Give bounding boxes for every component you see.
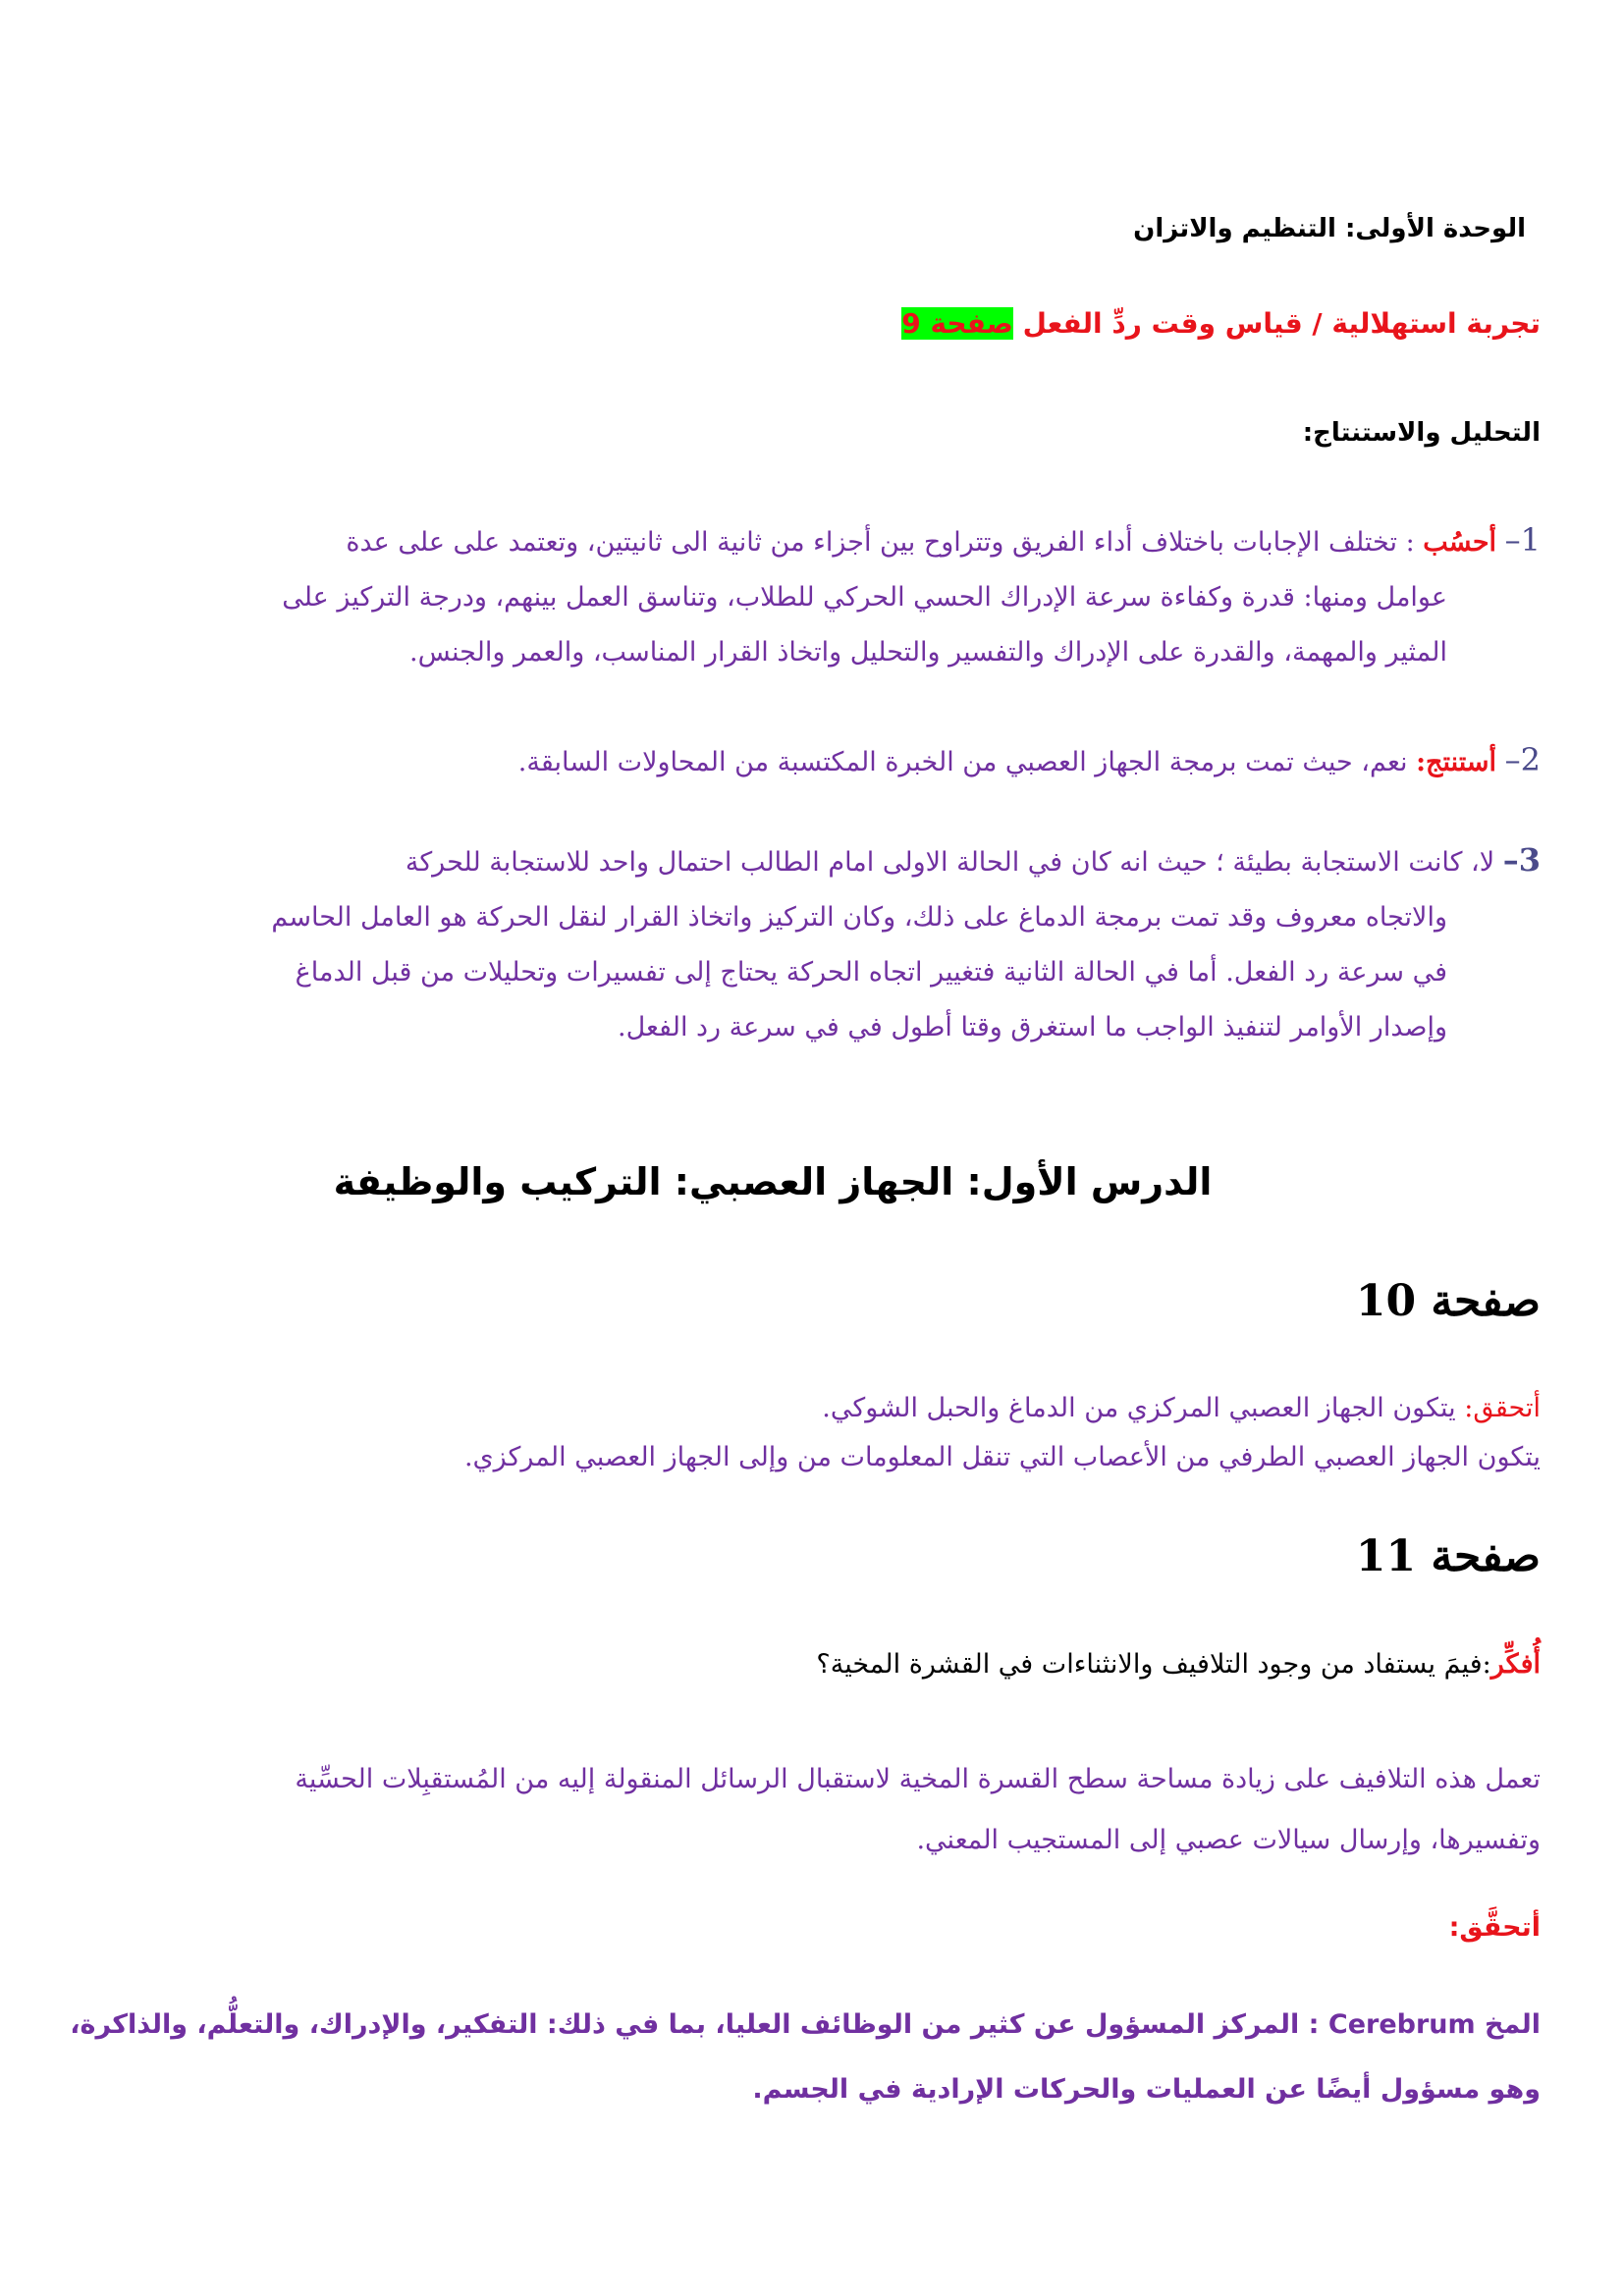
page-11-think-question: :فيمَ يستفاد من وجود التلافيف والانثناءات في القشرة المخية؟ — [816, 1649, 1491, 1680]
page-11-check-label-text: أتحقَّق: — [1448, 1912, 1541, 1943]
page-11-cerebrum-line-1 — [70, 1993, 1541, 2057]
page-11-think-answer-text-2: وتفسيرها، وإرسال سيالات عصبي إلى المستجيب المعني. — [916, 1825, 1541, 1855]
answer-2 — [518, 732, 1541, 790]
page-11-check-label — [1449, 1912, 1541, 1943]
answer-1-line-2 — [282, 570, 1541, 625]
page-10-check — [464, 1384, 1541, 1482]
answer-3-number: 3– — [1502, 841, 1541, 879]
answer-1 — [282, 512, 1541, 680]
answer-3-text-2: والاتجاه معروف وقد تمت برمجة الدماغ على ذلك، وكان التركيز واتخاذ القرار لنقل الحركة هو العامل الحاسم — [271, 902, 1447, 933]
experiment-title — [901, 307, 1541, 340]
page-10-heading — [1356, 1276, 1541, 1326]
answer-2-keyword: أستنتج: — [1416, 747, 1497, 777]
unit-title-text: الوحدة الأولى: التنظيم والاتزان — [1133, 214, 1526, 243]
page-11-cerebrum-text-2: وهو مسؤول أيضًا عن العمليات والحركات الإرادية في الجسم. — [752, 2074, 1541, 2105]
page-11-think-answer-line-2 — [295, 1810, 1541, 1871]
answer-3-line-1 — [271, 832, 1541, 890]
answer-1-text-3: المثير والمهمة، والقدرة على الإدراك والتفسير والتحليل واتخاذ القرار المناسب، والعمر والجنس. — [409, 637, 1447, 667]
page-10-check-text-2: يتكون الجهاز العصبي الطرفي من الأعصاب التي تنقل المعلومات من وإلى الجهاز العصبي المركزي. — [463, 1442, 1541, 1472]
page-10-check-line-2 — [464, 1433, 1541, 1482]
answer-2-text: نعم، حيث تمت برمجة الجهاز العصبي من الخبرة المكتسبة من المحاولات السابقة. — [517, 747, 1417, 777]
analysis-heading-text: التحليل والاستنتاج: — [1302, 418, 1541, 448]
page-11-think-answer — [295, 1749, 1541, 1871]
answer-3-line-2 — [271, 890, 1541, 945]
answer-1-keyword: أحسُب — [1423, 527, 1497, 558]
answer-1-text-2: عوامل ومنها: قدرة وكفاءة سرعة الإدراك الحسي الحركي للطلاب، وتناسق العمل بينهم، ودرجة التركيز على — [282, 582, 1447, 613]
answer-3 — [271, 832, 1541, 1055]
answer-3-text-1: لا، كانت الاستجابة بطيئة ؛ حيث انه كان في الحالة الاولى امام الطالب احتمال واحد للاستجابة للحركة — [405, 847, 1503, 878]
lesson-title — [0, 1160, 1624, 1203]
page-11-think-answer-line-1 — [295, 1749, 1541, 1810]
experiment-page-label: صفحة 9 — [901, 307, 1013, 340]
experiment-title-text: تجربة استهلالية / قياس وقت ردِّ الفعل — [1022, 307, 1541, 340]
answer-3-line-4 — [271, 1000, 1541, 1055]
page-10-check-label: أتحقق: — [1464, 1393, 1541, 1423]
unit-title — [1133, 214, 1526, 243]
analysis-heading — [1303, 418, 1541, 448]
page-11-heading-text: صفحة 11 — [1355, 1531, 1541, 1581]
page-11-cerebrum-text-1: المخ Cerebrum : المركز المسؤول عن كثير من الوظائف العليا، بما في ذلك: التفكير، والإدراك، والتعلُّم، والذاكرة، — [70, 2009, 1541, 2040]
answer-1-line-3 — [282, 625, 1541, 680]
page-10-check-line-1 — [464, 1384, 1541, 1433]
page-11-heading — [1356, 1531, 1541, 1581]
page-10-heading-text: صفحة 10 — [1355, 1276, 1541, 1326]
answer-3-line-3 — [271, 945, 1541, 1000]
lesson-title-text: الدرس الأول: الجهاز العصبي: التركيب والوظيفة — [333, 1160, 1213, 1203]
page-11-cerebrum-line-2 — [70, 2057, 1541, 2122]
answer-1-text-1: تختلف الإجابات باختلاف أداء الفريق وتتراوح بين أجزاء من ثانية الى ثانيتين، وتعتمد على على عدة — [346, 527, 1397, 558]
answer-2-number: 2– — [1504, 741, 1541, 778]
page-11-think-answer-text-1: تعمل هذه التلافيف على زيادة مساحة سطح القسرة المخية لاستقبال الرسائل المنقولة إليه من المُستقبِلات الحسِّية — [295, 1764, 1541, 1794]
page-11-cerebrum — [70, 1993, 1541, 2122]
answer-3-text-3: في سرعة رد الفعل. أما في الحالة الثانية فتغيير اتجاه الحركة يحتاج إلى تفسيرات وتحليلات من قبل الدماغ — [295, 957, 1447, 988]
page-11-think — [816, 1649, 1541, 1680]
answer-3-text-4: وإصدار الأوامر لتنفيذ الواجب ما استغرق وقتا أطول في في سرعة رد الفعل. — [618, 1012, 1447, 1042]
answer-1-number: 1– — [1504, 521, 1541, 559]
answer-1-line-1 — [282, 512, 1541, 570]
page-11-think-label: أُفكِّر — [1490, 1649, 1541, 1680]
page-10-check-text-1: يتكون الجهاز العصبي المركزي من الدماغ والحبل الشوكي. — [822, 1393, 1465, 1423]
answer-1-sep: : — [1396, 527, 1424, 558]
